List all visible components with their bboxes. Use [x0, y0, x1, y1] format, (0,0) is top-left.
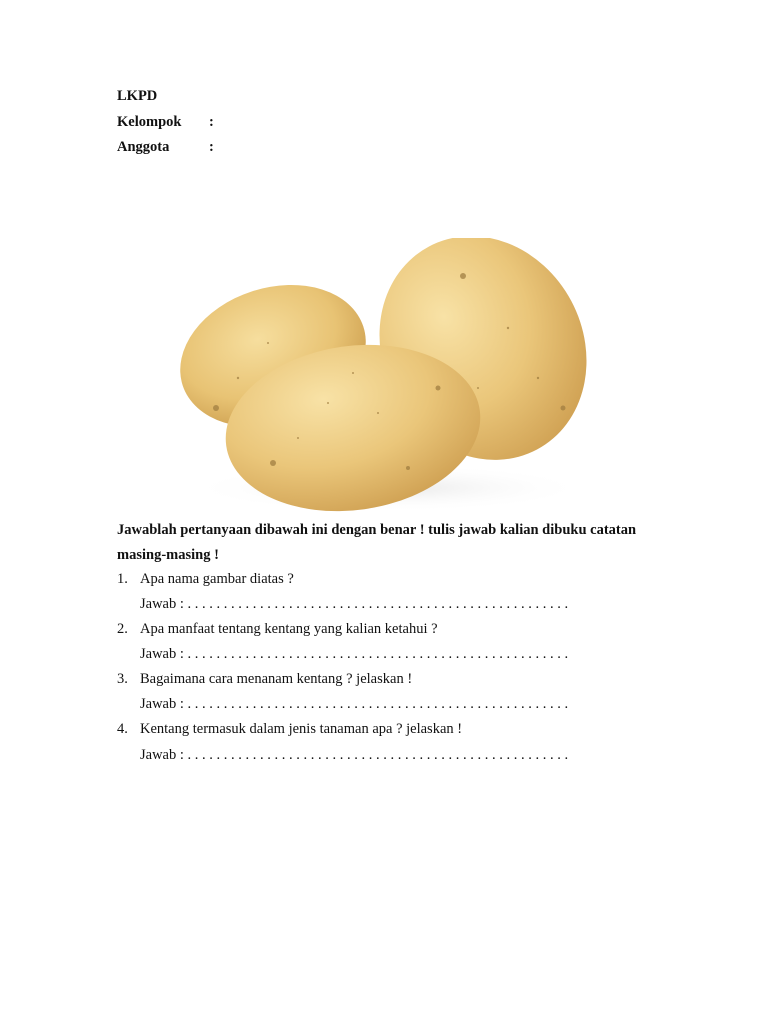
field-anggota: [117, 139, 214, 156]
field-colon: :: [209, 114, 214, 130]
question-text: Bagaimana cara menanam kentang ? jelaskan !: [140, 671, 413, 687]
question-text: Apa nama gambar diatas ?: [140, 571, 294, 587]
answer-line: Jawab : . . . . . . . . . . . . . . . . . . . . . . . . . . . . . . . . . . . . . . . . . . . . . . . . . . . . .: [140, 596, 569, 612]
question-item: [117, 621, 438, 638]
question-item: [117, 721, 462, 738]
potato-image: [178, 238, 592, 512]
question-number: 1.: [117, 571, 128, 587]
answer-line: Jawab : . . . . . . . . . . . . . . . . . . . . . . . . . . . . . . . . . . . . . . . . . . . . . . . . . . . . .: [140, 747, 569, 763]
answer-line: Jawab : . . . . . . . . . . . . . . . . . . . . . . . . . . . . . . . . . . . . . . . . . . . . . . . . . . . . .: [140, 696, 569, 712]
question-text: Kentang termasuk dalam jenis tanaman apa ? jelaskan !: [140, 721, 463, 737]
question-item: [117, 671, 412, 688]
question-number: 3.: [117, 671, 128, 687]
answer-line: Jawab : . . . . . . . . . . . . . . . . . . . . . . . . . . . . . . . . . . . . . . . . . . . . . . . . . . . . .: [140, 646, 569, 662]
question-number: 4.: [117, 721, 128, 737]
question-number: 2.: [117, 621, 128, 637]
field-colon: :: [209, 139, 214, 155]
instruction-text: Jawablah pertanyaan dibawah ini dengan benar ! tulis jawab kalian dibuku catatan masing-masing !: [117, 522, 637, 563]
question-text: Apa manfaat tentang kentang yang kalian ketahui ?: [140, 621, 438, 637]
field-kelompok: [117, 114, 214, 131]
field-label: Anggota: [117, 139, 170, 155]
question-item: [117, 571, 294, 588]
field-label: Kelompok: [117, 114, 182, 130]
doc-title: LKPD: [117, 88, 158, 104]
